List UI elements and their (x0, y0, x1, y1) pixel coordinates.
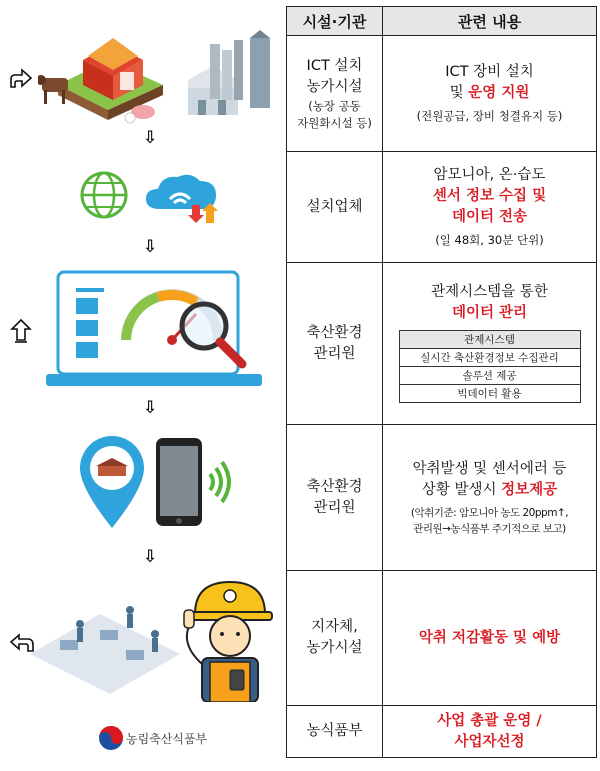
farm-illustration (38, 30, 278, 125)
entity-line: 농가시설 (306, 640, 363, 656)
header-content: 관련 내용 (383, 7, 597, 36)
process-table (286, 6, 597, 758)
highlight-text: 데이터 관리 (451, 305, 528, 321)
table-row (287, 706, 597, 758)
content-note: 관리원→농식품부 주기적으로 보고) (413, 522, 566, 535)
entity-cell (287, 36, 383, 152)
entity-line: 농가시설 (306, 78, 363, 95)
entity-cell (287, 706, 383, 758)
highlight-text: 정보제공 (501, 481, 558, 498)
content-note: (전원공급, 장비 청결유지 등) (416, 109, 563, 123)
content-cell (383, 152, 597, 263)
system-table-header: 관제시스템 (399, 331, 580, 349)
system-table-item: 솔루션 제공 (399, 367, 580, 385)
system-table-item: 실시간 축산환경정보 수집관리 (399, 349, 580, 367)
entity-line: 지자체, (311, 619, 358, 635)
ministry-logo-text: 농림축산식품부 (126, 732, 208, 746)
entity-cell (287, 152, 383, 263)
content-line: 암모니아, 온·습도 (433, 167, 546, 183)
highlight-text: 운영 지원 (468, 85, 530, 101)
highlight-text: 사업자선정 (454, 733, 525, 750)
content-text: 및 (449, 85, 469, 101)
down-arrow-icon: ⇩ (143, 237, 158, 257)
local-government-illustration (30, 574, 278, 702)
table-row (287, 152, 597, 263)
entity-line: 축산환경 (306, 478, 363, 495)
entity-line: 설치업체 (306, 198, 363, 215)
mobile-alert-illustration (78, 434, 238, 534)
down-arrow-icon: ⇩ (143, 128, 158, 148)
content-line: 악취발생 및 센서에러 등 (412, 460, 567, 477)
header-entity: 시설·기관 (287, 7, 383, 36)
content-note: (악취기준: 암모니아 농도 20ppm↑, (410, 506, 569, 519)
content-cell (383, 263, 597, 425)
content-note: (일 48회, 30분 단위) (435, 233, 544, 247)
content-cell (383, 706, 597, 758)
entity-line: ICT 설치 (306, 57, 363, 74)
entity-line: 축산환경 (306, 324, 363, 341)
entity-line: 농식품부 (306, 723, 363, 739)
control-system-table (399, 330, 581, 403)
content-cell (383, 425, 597, 571)
up-arrow-icon (10, 318, 32, 344)
down-arrow-icon: ⇩ (143, 547, 158, 567)
highlight-text: 사업 총괄 운영 / (437, 712, 542, 729)
illustration-column (0, 0, 283, 771)
entity-note: (농장 공동 (308, 98, 361, 113)
entity-cell (287, 425, 383, 571)
entity-line: 관리원 (313, 345, 356, 362)
content-line: ICT 장비 설치 (445, 64, 534, 80)
network-cloud-illustration (80, 165, 230, 225)
entity-cell (287, 571, 383, 706)
table-row (287, 425, 597, 571)
highlight-text: 데이터 전송 (451, 209, 528, 225)
highlight-text: 악취 저감활동 및 예방 (418, 629, 561, 646)
entity-cell (287, 263, 383, 425)
table-row (287, 36, 597, 152)
forward-arrow-icon (8, 66, 34, 90)
system-table-item: 빅데이터 활용 (399, 385, 580, 403)
down-arrow-icon: ⇩ (143, 398, 158, 418)
table-row (287, 263, 597, 425)
entity-note: 자원화시설 등) (297, 115, 372, 130)
taegeuk-logo-icon (98, 725, 124, 751)
content-cell (383, 571, 597, 706)
table-row (287, 571, 597, 706)
entity-line: 관리원 (313, 499, 356, 516)
table-header-row (287, 7, 597, 36)
content-text: 상황 발생시 (421, 481, 502, 498)
content-line: 관제시스템을 통한 (431, 284, 548, 300)
content-cell (383, 36, 597, 152)
highlight-text: 센서 정보 수집 및 (432, 188, 547, 204)
monitoring-laptop-illustration (46, 270, 266, 388)
